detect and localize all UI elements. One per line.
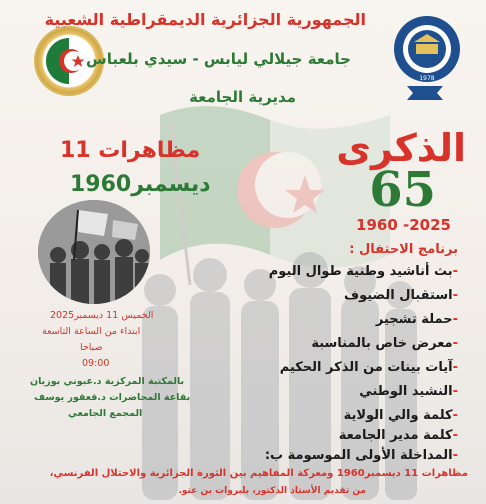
university-logo [392,14,462,84]
program-item: -آيات بينات من الذكر الحكيم [279,360,458,375]
lecture-title: مظاهرات 11 ديسمبر1960 ومعركة المفاهيم بين الثورة الجزائرية والاحتلال الفرنسي، [49,468,468,479]
demonstrations-title-line1: مظاهرات 11 [60,138,201,163]
university-name: جامعة جيلالي ليابس - سيدي بلعباس [86,50,351,68]
logo-ribbon-icon [405,84,445,102]
program-item: -بث أناشيد وطنية طوال اليوم [268,264,458,279]
historical-demonstration-photo [38,200,150,304]
event-start-text: ابتداء من الساعة التاسعة [42,326,141,337]
directorate-name: مديرية الجامعة [189,88,296,106]
event-complex: المجمع الجامعي [68,408,143,419]
program-item: -كلمة مدير الجامعة [338,428,458,443]
program-item: -المداخلة الأولى الموسومة ب: [264,448,458,463]
lecturer-name: من تقديم الأستاذ الدكتور، بلبروات بن عتو. [178,486,366,496]
program-item: -كلمة والي الولاية [343,408,458,423]
republic-title: الجمهورية الجزائرية الديمقراطية الشعبية [44,10,366,29]
event-time-label: صباحا [80,342,103,353]
event-library: بالمكتبة المركزية د.عبوني بوزيان [30,376,185,387]
event-date: الخميس 11 ديسمبر2025 [50,310,154,321]
program-item: -النشيد الوطني [359,384,458,399]
program-title: برنامج الاحتفال : [349,242,458,257]
program-item: -معرض خاص بالمناسبة [311,336,458,351]
program-item: -استقبال الضيوف [343,288,458,303]
event-time: 09:00 [82,358,110,369]
demonstrations-title-line2: ديسمبر1960 [70,172,211,197]
program-item: -حملة تشجير [375,312,458,327]
logo-year: 1978 [419,75,435,82]
anniversary-years: 1960 -2025 [356,216,451,234]
anniversary-number: 65 [369,162,436,218]
event-hall: بقاعة المحاضرات د.قعقور يوسف [34,392,191,403]
anniversary-word: الذكرى [336,126,466,170]
